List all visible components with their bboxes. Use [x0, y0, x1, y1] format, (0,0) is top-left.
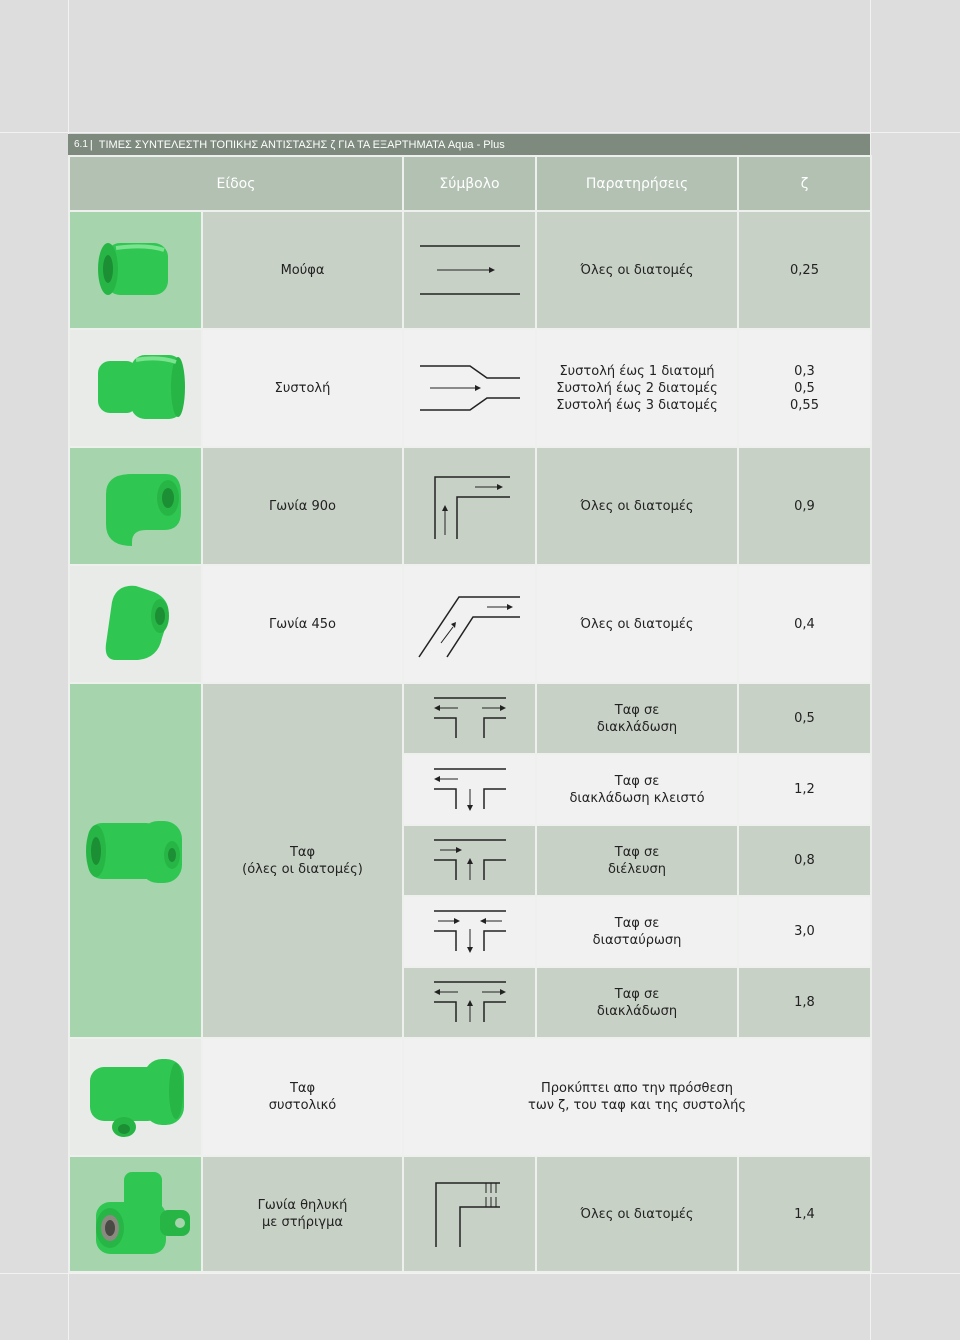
tee-branch-combined-symbol-icon: [430, 978, 510, 1028]
tee-through-symbol: [403, 825, 536, 896]
coupling-image: [69, 211, 202, 329]
coupling-zeta: 0,25: [738, 211, 871, 329]
tee-branch-closed-symbol-icon: [430, 765, 510, 815]
reducing-tee-image: [69, 1038, 202, 1156]
reducer-remark-2: Συστολή έως 2 διατομές: [556, 380, 718, 396]
tee-branch-combined-symbol: [403, 967, 536, 1038]
tee-zeta-1: 0,5: [738, 683, 871, 754]
elbow90-remark: Όλες οι διατομές: [536, 447, 738, 565]
elbow45-symbol: [403, 565, 536, 683]
reducer-symbol: [403, 329, 536, 447]
tee-remark-3: [536, 825, 738, 896]
reducing-tee-remark-line2: των ζ, του ταφ και της συστολής: [528, 1098, 746, 1113]
header-row: [69, 156, 871, 211]
reducer-name: Συστολή: [202, 329, 403, 447]
tee-zeta-5: 1,8: [738, 967, 871, 1038]
reducing-tee-remark-line1: Προκύπτει απο την πρόσθεση: [540, 1081, 734, 1096]
elbow45-image: [69, 565, 202, 683]
tee-through-symbol-icon: [430, 836, 510, 886]
reducing-tee-name-line1: Ταφ: [289, 1081, 316, 1096]
coupling-remark: Όλες οι διατομές: [536, 211, 738, 329]
table-row: [69, 1038, 871, 1156]
tee-name: [202, 683, 403, 1038]
resistance-table-sheet: [68, 134, 870, 1273]
tee-image: [69, 683, 202, 1038]
tee-branch-symbol-icon: [430, 694, 510, 744]
tee-name-line1: Ταφ: [289, 844, 316, 860]
tee-remark-4-line1: Ταφ σε: [614, 915, 660, 931]
elbow45-zeta: 0,4: [738, 565, 871, 683]
section-number: 6.1: [74, 139, 88, 150]
reducer-symbol-icon: [415, 358, 525, 418]
reducer-remarks: [536, 329, 738, 447]
table-row: [69, 565, 871, 683]
elbow90-symbol: [403, 447, 536, 565]
female-elbow-remark: Όλες οι διατομές: [536, 1156, 738, 1272]
tee-remark-1: [536, 683, 738, 754]
reducing-tee-fitting-icon: [76, 1045, 196, 1145]
reducing-tee-name-line2: συστολικό: [268, 1098, 337, 1113]
tee-zeta-3: 0,8: [738, 825, 871, 896]
section-title: ΤΙΜΕΣ ΣΥΝΤΕΛΕΣΤΗ ΤΟΠΙΚΗΣ ΑΝΤΙΣΤΑΣΗΣ ζ ΓΙΑ ΤΑ ΕΞΑΡΤΗΜΑΤΑ Aqua - Plus: [98, 138, 505, 151]
female-elbow-image: [69, 1156, 202, 1272]
col-header-zeta: ζ: [738, 156, 871, 211]
tee-remark-5-line1: Ταφ σε: [614, 986, 660, 1002]
fittings-table: [68, 155, 872, 1273]
elbow90-symbol-icon: [415, 471, 525, 541]
female-elbow-name: [202, 1156, 403, 1272]
female-elbow-name-line1: Γωνία θηλυκή: [257, 1198, 348, 1213]
tee-fitting-icon: [76, 803, 196, 913]
tee-remark-2-line1: Ταφ σε: [614, 773, 660, 789]
col-header-remarks: Παρατηρήσεις: [536, 156, 738, 211]
reducer-zeta: [738, 329, 871, 447]
elbow90-name: Γωνία 90ο: [202, 447, 403, 565]
reducer-zeta-2: 0,5: [794, 380, 815, 396]
tee-remark-2: [536, 754, 738, 825]
reducer-zeta-3: 0,55: [790, 397, 819, 413]
section-separator: |: [89, 138, 93, 151]
tee-remark-1-line2: διακλάδωση: [596, 719, 678, 735]
reducer-remark-1: Συστολή έως 1 διατομή: [559, 363, 715, 379]
elbow45-remark: Όλες οι διατομές: [536, 565, 738, 683]
elbow45-symbol-icon: [415, 589, 525, 659]
tee-zeta-2: 1,2: [738, 754, 871, 825]
elbow90-fitting-icon: [76, 454, 196, 554]
tee-cross-symbol: [403, 896, 536, 967]
elbow45-fitting-icon: [76, 572, 196, 672]
coupling-fitting-icon: [76, 218, 196, 318]
reducer-zeta-1: 0,3: [794, 363, 815, 379]
tee-cross-symbol-icon: [430, 907, 510, 957]
tee-remark-3-line1: Ταφ σε: [614, 844, 660, 860]
coupling-name: Μούφα: [202, 211, 403, 329]
section-title-bar: [68, 134, 870, 155]
coupling-symbol-icon: [415, 240, 525, 300]
female-elbow-symbol-icon: [430, 1179, 510, 1249]
tee-remark-4: [536, 896, 738, 967]
col-header-symbol: Σύμβολο: [403, 156, 536, 211]
elbow90-zeta: 0,9: [738, 447, 871, 565]
tee-remark-2-line2: διακλάδωση κλειστό: [569, 790, 705, 806]
table-row: [69, 683, 871, 754]
tee-remark-4-line2: διασταύρωση: [592, 932, 682, 948]
tee-name-line2: (όλες οι διατομές): [242, 861, 363, 877]
tee-remark-5: [536, 967, 738, 1038]
tee-remark-3-line2: διέλευση: [607, 861, 667, 877]
col-header-type: Είδος: [69, 156, 403, 211]
tee-branch-symbol: [403, 683, 536, 754]
reducer-remark-3: Συστολή έως 3 διατομές: [556, 397, 718, 413]
table-row: [69, 329, 871, 447]
coupling-symbol: [403, 211, 536, 329]
elbow90-image: [69, 447, 202, 565]
female-elbow-symbol: [403, 1156, 536, 1272]
female-elbow-name-line2: με στήριγμα: [262, 1215, 343, 1230]
table-row: [69, 1156, 871, 1272]
female-elbow-zeta: 1,4: [738, 1156, 871, 1272]
table-row: [69, 447, 871, 565]
tee-branch-closed-symbol: [403, 754, 536, 825]
tee-zeta-4: 3,0: [738, 896, 871, 967]
reducer-image: [69, 329, 202, 447]
tee-remark-1-line1: Ταφ σε: [614, 702, 660, 718]
reducer-fitting-icon: [76, 336, 196, 436]
tee-remark-5-line2: διακλάδωση: [596, 1003, 678, 1019]
table-row: [69, 211, 871, 329]
female-elbow-fitting-icon: [76, 1162, 196, 1262]
reducing-tee-remark: [403, 1038, 871, 1156]
elbow45-name: Γωνία 45ο: [202, 565, 403, 683]
reducing-tee-name: [202, 1038, 403, 1156]
